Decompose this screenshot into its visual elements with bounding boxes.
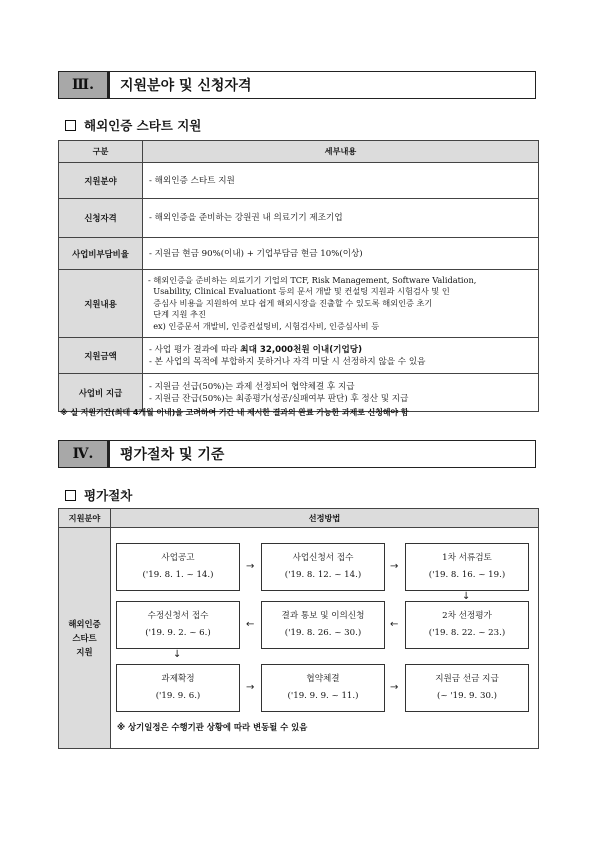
flow-step-project-confirmed (116, 664, 240, 712)
row-label: 신청자격 (59, 199, 143, 238)
flow-step-announcement (116, 543, 240, 591)
section-header-4 (58, 440, 536, 468)
row-text: - 지원금 현금 90%(이내) + 기업부담금 현금 10%(이상) (149, 248, 363, 259)
step-name: 2차 선정평가 (442, 611, 492, 621)
step-date: ('19. 9. 9. ~ 11.) (287, 691, 359, 701)
table-row (59, 338, 539, 374)
table-row (59, 374, 539, 412)
section-title: 평가절차 및 기준 (120, 447, 225, 463)
table-header: 세부내용 (143, 141, 539, 163)
table-header: 선정방법 (111, 509, 539, 528)
row-text: Usability, Clinical Evaluationt 등의 문서 개발 및 컨설팅 지원과 시험검사 및 인 (148, 286, 450, 297)
step-name: 지원금 선금 지급 (435, 674, 499, 684)
row-text: - 해외인증을 준비하는 의료기기 기업의 TCF, Risk Management, Software Validation, (148, 274, 477, 285)
step-date: ('19. 8. 16. ~ 19.) (428, 570, 506, 580)
row-text: - 사업 평가 결과에 따라 (149, 344, 241, 355)
row-text: - 해외인증 스타트 지원 (149, 175, 235, 186)
max-amount-text: 최대 32,000천원 이내(기업당) (240, 344, 362, 355)
row-label: 지원분야 (59, 163, 143, 199)
arrow-left-icon: ← (246, 619, 255, 630)
flow-step-advance-payment (405, 664, 529, 712)
step-date: ('19. 8. 22. ~ 23.) (428, 628, 506, 638)
row-text: - 지원금 선급(50%)는 과제 선정되어 협약체결 후 지급 (149, 381, 355, 392)
row-label: 지원금액 (59, 338, 143, 374)
table-row (59, 270, 539, 338)
row-text: 단계 지원 추진 (148, 309, 206, 320)
field-label (59, 528, 111, 749)
arrow-right-icon: → (246, 561, 255, 572)
step-name: 협약체결 (306, 674, 340, 684)
flow-step-result-notice (261, 601, 385, 649)
section-number: Ⅳ. (59, 441, 110, 467)
support-details-table (58, 140, 539, 412)
table-row (59, 238, 539, 270)
row-text: ex) 인증문서 개발비, 인증컨설팅비, 시험검사비, 인증심사비 등 (148, 320, 380, 331)
step-date: ('19. 8. 1. ~ 14.) (142, 570, 214, 580)
field-label-line: 지원 (76, 647, 93, 657)
row-text: - 본 사업의 목적에 부합하지 못하거나 자격 미달 시 선정하지 않을 수 있음 (149, 356, 426, 367)
subheading-eval (65, 486, 132, 504)
subheading-overseas (65, 116, 201, 134)
section-title: 지원분야 및 신청자격 (120, 78, 252, 94)
arrow-right-icon: → (390, 682, 399, 693)
step-name: 결과 통보 및 이의신청 (281, 611, 365, 621)
step-name: 1차 서류검토 (442, 553, 492, 563)
schedule-change-note: ※ 상기일정은 수행기관 상황에 따라 변동될 수 있음 (117, 722, 308, 732)
row-text: - 해외인증을 준비하는 강원권 내 의료기기 제조기업 (149, 213, 343, 223)
step-date: ('19. 9. 2. ~ 6.) (145, 628, 211, 638)
section-number: Ⅲ. (59, 72, 110, 98)
step-name: 사업신청서 접수 (292, 553, 354, 563)
support-period-note: ※ 실 지원기간(최대 4개월 이내)을 고려하여 기간 내 제시한 결과의 완료 가능한 과제로 신청해야 함 (60, 408, 409, 417)
checkbox-square-icon (65, 490, 76, 501)
section-header-3 (58, 71, 536, 99)
step-date: ('19. 8. 12. ~ 14.) (284, 570, 362, 580)
step-name: 수정신청서 접수 (147, 611, 209, 621)
flow-step-selection-evaluation (405, 601, 529, 649)
arrow-down-icon: ↓ (173, 649, 182, 660)
table-row (59, 163, 539, 199)
row-text: 증심사 비용을 지원하여 보다 쉽게 해외시장을 진출할 수 있도록 해외인증 초기 (148, 297, 433, 308)
arrow-down-icon: ↓ (462, 591, 471, 602)
step-date: ('19. 8. 26. ~ 30.) (284, 628, 362, 638)
flow-step-agreement (261, 664, 385, 712)
table-row (59, 199, 539, 238)
arrow-right-icon: → (246, 682, 255, 693)
flow-step-document-review (405, 543, 529, 591)
arrow-right-icon: → (390, 561, 399, 572)
step-name: 과제확정 (161, 674, 195, 684)
subheading-label: 해외인증 스타트 지원 (84, 118, 202, 133)
row-text: - 지원금 잔급(50%)는 최종평가(성공/실패여부 판단) 후 정산 및 지급 (149, 393, 409, 404)
arrow-left-icon: ← (390, 619, 399, 630)
step-date: ('19. 9. 6.) (155, 691, 201, 701)
row-label: 사업비 지급 (59, 374, 143, 412)
step-name: 사업공고 (161, 553, 195, 563)
subheading-label: 평가절차 (84, 488, 133, 503)
table-header: 구분 (59, 141, 143, 163)
table-header: 지원분야 (59, 509, 111, 528)
checkbox-square-icon (65, 120, 76, 131)
field-label-line: 스타트 (72, 633, 97, 643)
row-label: 지원내용 (59, 270, 143, 338)
flow-step-application (261, 543, 385, 591)
row-label: 사업비부담비율 (59, 238, 143, 270)
flow-step-revised-application (116, 601, 240, 649)
field-label-line: 해외인증 (68, 619, 101, 629)
step-date: (~ '19. 9. 30.) (437, 691, 497, 701)
